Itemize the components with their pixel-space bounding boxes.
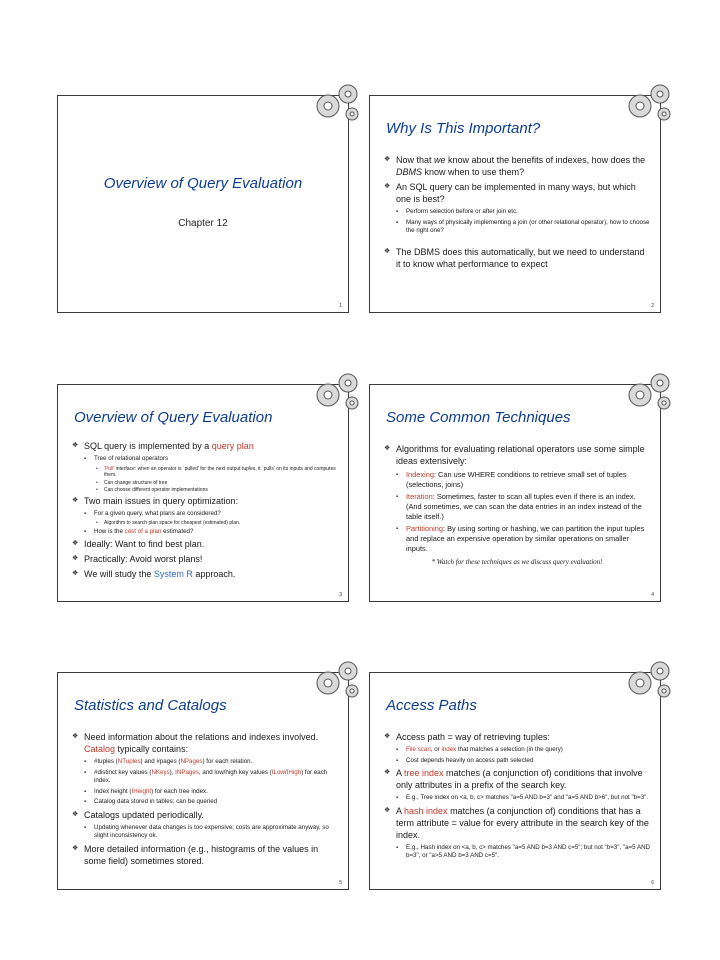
slide-title: Some Common Techniques (386, 409, 571, 426)
slide-subtitle: Chapter 12 (178, 218, 228, 229)
sub-bullet: ▪ Indexing: Can use WHERE conditions to retrieve small set of tuples (selections, joins) (384, 470, 650, 490)
slide-6 (369, 672, 661, 890)
sub-sub-bullet: • Can choose different operator implementations (72, 487, 338, 494)
bullet: ❖ An SQL query can be implemented in many ways, but which one is best? (384, 181, 650, 205)
page-number: 3 (339, 592, 342, 598)
bullet: ❖ We will study the System R approach. (72, 568, 338, 580)
sub-bullet: ▪ Updating whenever data changes is too expensive; costs are approximate anyway, so slight inconsistency ok. (72, 824, 338, 841)
bullet: ❖ Practically: Avoid worst plans! (72, 553, 338, 565)
sub-bullet: ▪ For a given query, what plans are considered? (72, 510, 338, 519)
slide-body (384, 154, 650, 273)
sub-bullet: ▪ Many ways of physically implementing a join (or other relational operator), how to choose the right one? (384, 219, 650, 236)
page-number: 1 (339, 303, 342, 309)
bullet: ❖ Algorithms for evaluating relational operators use some simple ideas extensively: (384, 443, 650, 467)
slide-body (384, 731, 650, 863)
gears-icon (620, 78, 678, 126)
slide-5 (57, 672, 349, 890)
sub-bullet: ▪ E.g., Tree index on <a, b, c> matches "a=5 AND b=3" and "a=5 AND b>6", but not "b=3". (384, 794, 650, 803)
bullet: ❖ Catalogs updated periodically. (72, 809, 338, 821)
slide-body (72, 440, 338, 583)
sub-bullet: ▪ Index height (IHeight) for each tree index. (72, 788, 338, 797)
bullet: ❖ The DBMS does this automatically, but we need to understand it to know what performance to expect (384, 246, 650, 270)
gears-icon (308, 367, 366, 415)
page-number: 4 (651, 592, 654, 598)
sub-bullet: ▪ File scan, or index that matches a selection (in the query) (384, 746, 650, 755)
bullet: ❖ Need information about the relations and indexes involved. Catalog typically contains: (72, 731, 338, 755)
gears-icon (308, 78, 366, 126)
slide-title: Overview of Query Evaluation (74, 409, 273, 426)
page-number: 2 (651, 303, 654, 309)
bullet: ❖ Two main issues in query optimization: (72, 495, 338, 507)
sub-sub-bullet: • 'Pull' interface: when an operator is `pulled' for the next output tuples, it `pulls' on its inputs and computes them. (72, 466, 338, 479)
sub-bullet: ▪ E.g., Hash index on <a, b, c> matches "a=5 AND b=3 AND c=5"; but not "b=3", "a=5 AND b=3", or "a>5 AND b=3 AND c=5". (384, 844, 650, 861)
page-number: 6 (651, 880, 654, 886)
watch-note: * Watch for these techniques as we discuss query evaluation! (431, 558, 603, 566)
sub-bullet: ▪ Catalog data stored in tables; can be queried (72, 798, 338, 807)
slide-title: Statistics and Catalogs (74, 697, 227, 714)
slide-2 (369, 95, 661, 313)
sub-bullet: ▪ Iteration: Sometimes, faster to scan all tuples even if there is an index. (And sometimes, we can scan the data entries in an index instead of the table itself.) (384, 492, 650, 522)
bullet: ❖ More detailed information (e.g., histograms of the values in some field) sometimes stored. (72, 843, 338, 867)
slide-title: Access Paths (386, 697, 477, 714)
slide-1 (57, 95, 349, 313)
sub-sub-bullet: • Can change structure of tree (72, 480, 338, 487)
slide-4 (369, 384, 661, 602)
slide-title: Overview of Query Evaluation (103, 175, 303, 192)
bullet: ❖ Ideally: Want to find best plan. (72, 538, 338, 550)
sub-bullet: ▪ #tuples (NTuples) and #pages (NPages) for each relation. (72, 758, 338, 767)
bullet: ❖ SQL query is implemented by a query plan (72, 440, 338, 452)
slide-body (384, 443, 650, 566)
gears-icon (308, 655, 366, 703)
bullet: ❖ A hash index matches (a conjunction of) conditions that has a term attribute = value for every attribute in the search key of the index. (384, 805, 650, 841)
sub-bullet: ▪ Perform selection before or after join etc. (384, 208, 650, 217)
bullet: ❖ Now that we know about the benefits of indexes, how does the DBMS know when to use them? (384, 154, 650, 178)
sub-bullet: ▪ Cost depends heavily on access path selected (384, 757, 650, 766)
slide-title: Why Is This Important? (386, 120, 541, 137)
bullet: ❖ Access path = way of retrieving tuples: (384, 731, 650, 743)
gears-icon (620, 367, 678, 415)
sub-bullet: ▪ #distinct key values (NKeys), INPages, and low/high key values (ILow/IHigh) for each index. (72, 769, 338, 786)
gears-icon (620, 655, 678, 703)
page-number: 5 (339, 880, 342, 886)
sub-bullet: ▪ Tree of relational operators (72, 455, 338, 464)
slide-3 (57, 384, 349, 602)
sub-bullet: ▪ Partitioning: By using sorting or hashing, we can partition the input tuples and replace an expensive operation by similar operations on smaller inputs. (384, 524, 650, 554)
sub-sub-bullet: • Algorithm to search plan space for cheapest (estimated) plan. (72, 520, 338, 527)
sub-bullet: ▪ How is the cost of a plan estimated? (72, 528, 338, 537)
slide-body (72, 731, 338, 870)
bullet: ❖ A tree index matches (a conjunction of) conditions that involve only attributes in a prefix of the search key. (384, 767, 650, 791)
